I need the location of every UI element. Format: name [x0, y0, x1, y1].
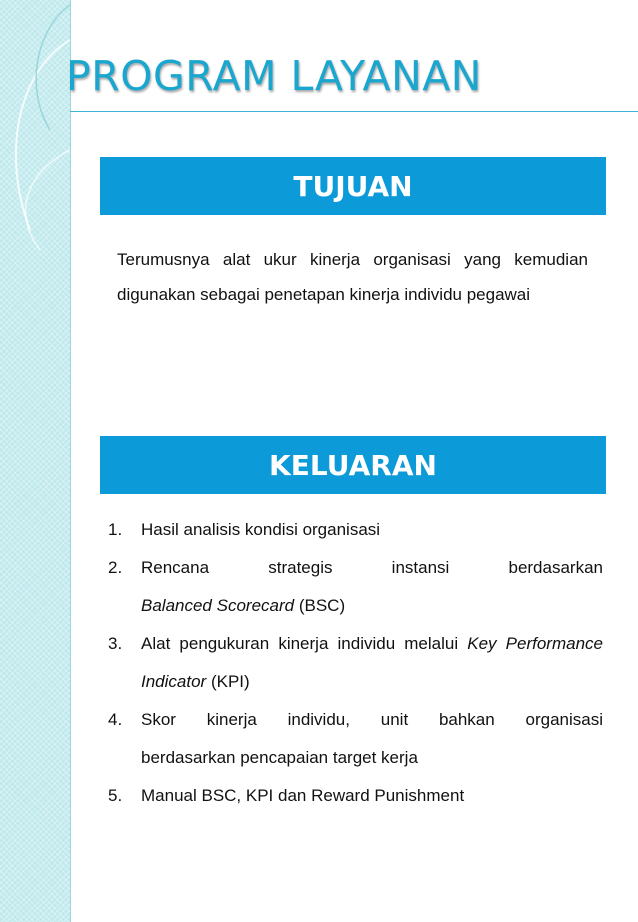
title-divider: [70, 111, 638, 112]
keluaran-list: [108, 511, 603, 815]
list-item-text: Rencana strategis instansi berdasarkan: [141, 558, 603, 577]
list-item: [108, 701, 603, 777]
list-item-text: Hasil analisis kondisi organisasi: [141, 520, 381, 539]
list-item-text: Alat pengukuran kinerja individu melalui: [141, 634, 459, 653]
list-item-text: Skor kinerja individu, unit bahkan organisasi: [141, 710, 603, 729]
decorative-side-strip: [0, 0, 71, 922]
list-item-emphasis: Balanced Scorecard: [141, 596, 295, 615]
list-item: [108, 777, 603, 815]
tujuan-text: Terumusnya alat ukur kinerja organisasi yang kemudian digunakan sebagai penetapan kinerja individu pegawai: [117, 250, 588, 304]
decorative-swirl-icon: [0, 0, 70, 922]
list-item-number: 2.: [108, 558, 123, 577]
list-item-text: (KPI): [210, 672, 250, 691]
list-item-emphasis: Key Performance Indicator: [141, 634, 603, 691]
list-item: [108, 511, 603, 549]
list-item-number: 4.: [108, 710, 123, 729]
list-item-number: 5.: [108, 786, 123, 805]
list-item: [108, 549, 603, 625]
list-item-number: 1.: [108, 520, 123, 539]
list-item: [108, 625, 603, 701]
keluaran-heading: KELUARAN: [100, 436, 606, 494]
list-item-number: 3.: [108, 634, 123, 653]
list-item-text: Manual BSC, KPI dan Reward Punishment: [141, 786, 465, 805]
tujuan-heading: TUJUAN: [100, 157, 606, 215]
list-item-text: (BSC): [298, 596, 346, 615]
page-title: PROGRAM LAYANAN: [66, 52, 482, 100]
list-item-text: berdasarkan pencapaian target kerja: [141, 748, 418, 767]
